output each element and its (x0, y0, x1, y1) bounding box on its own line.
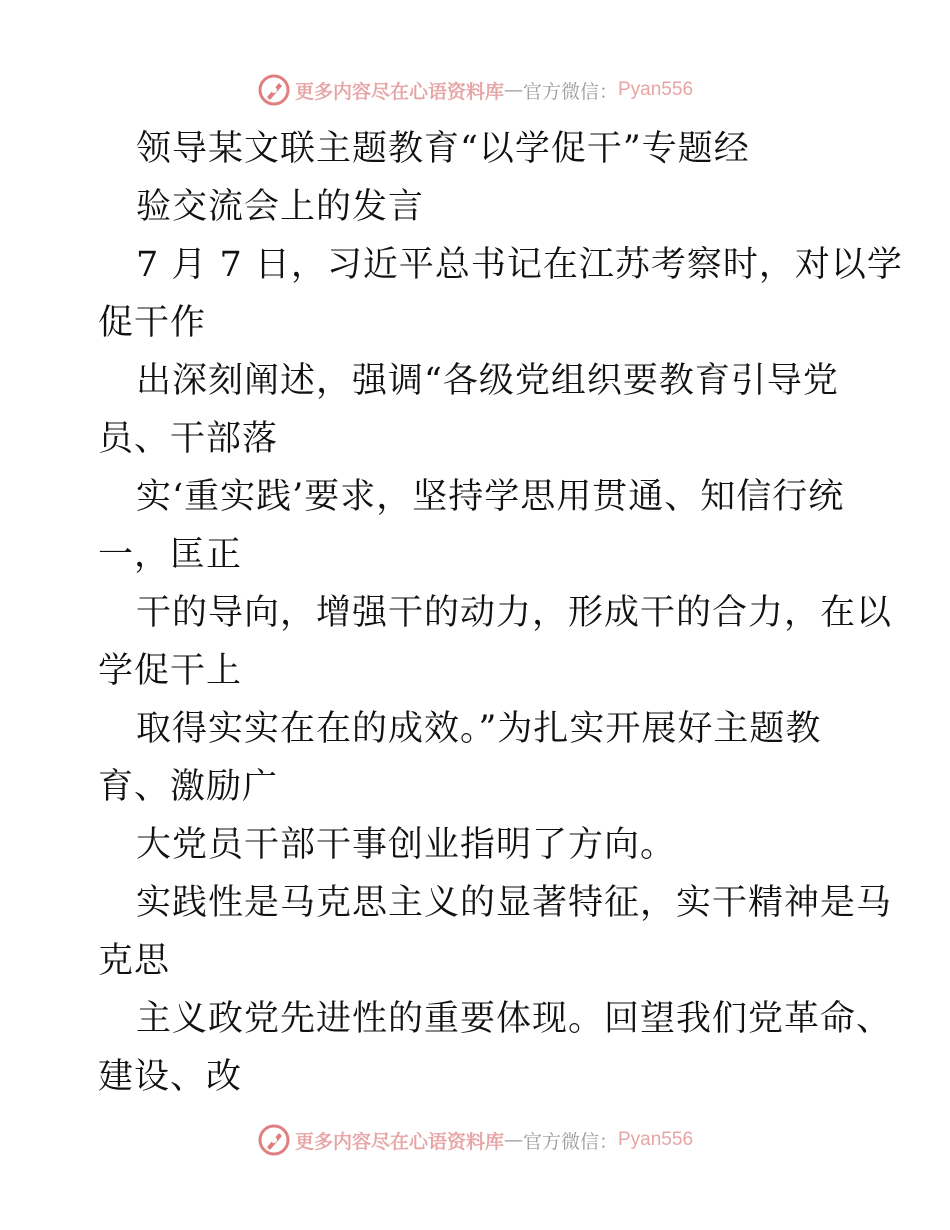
document-title-line: 验交流会上的发言 (136, 187, 425, 227)
paragraph-line: 克思 (98, 941, 171, 981)
footer-watermark (0, 1120, 950, 1160)
paragraph-line: 促干作 (98, 303, 207, 343)
header-watermark-separator: — (503, 79, 523, 101)
paragraph-line: 干的导向，增强干的动力，形成干的合力，在以 (136, 593, 893, 633)
document-body (98, 120, 903, 1106)
header-watermark-text: 更多内容尽在心语资料库 (294, 80, 504, 103)
paragraph-line: 主义政党先进性的重要体现。回望我们党革命、 (136, 999, 893, 1039)
paragraph-line: 大党员干部干事创业指明了方向。 (136, 825, 677, 865)
header-watermark-label: 官方微信： (522, 80, 618, 103)
footer-watermark-text: 更多内容尽在心语资料库 (294, 1130, 504, 1153)
paragraph-line: 建设、改 (98, 1057, 243, 1097)
header-watermark (0, 70, 950, 110)
paragraph-line: 取得实实在在的成效。”为扎实开展好主题教 (136, 709, 822, 749)
paragraph-line: 实‘重实践’要求，坚持学思用贯通、知信行统 (136, 477, 845, 517)
paragraph-line: 一，匡正 (98, 535, 243, 575)
paragraph-line: 出深刻阐述，强调“各级党组织要教育引导党 (136, 361, 839, 401)
footer-watermark-separator: — (503, 1129, 523, 1151)
paragraph-line: 学促干上 (98, 651, 243, 691)
header-watermark-id: Pyan556 (618, 79, 694, 100)
footer-watermark-label: 官方微信： (522, 1130, 618, 1153)
paragraph-line: 7 月 7 日，习近平总书记在江苏考察时，对以学 (136, 245, 903, 285)
paragraph-line: 实践性是马克思主义的显著特征，实干精神是马 (136, 883, 893, 923)
paragraph-line: 育、激励广 (98, 767, 279, 807)
pen-logo-icon (257, 73, 291, 107)
paragraph-line: 员、干部落 (98, 419, 279, 459)
document-title-line: 领导某文联主题教育“以学促干”专题经 (136, 129, 750, 169)
footer-watermark-id: Pyan556 (618, 1129, 694, 1150)
pen-logo-icon (257, 1123, 291, 1157)
